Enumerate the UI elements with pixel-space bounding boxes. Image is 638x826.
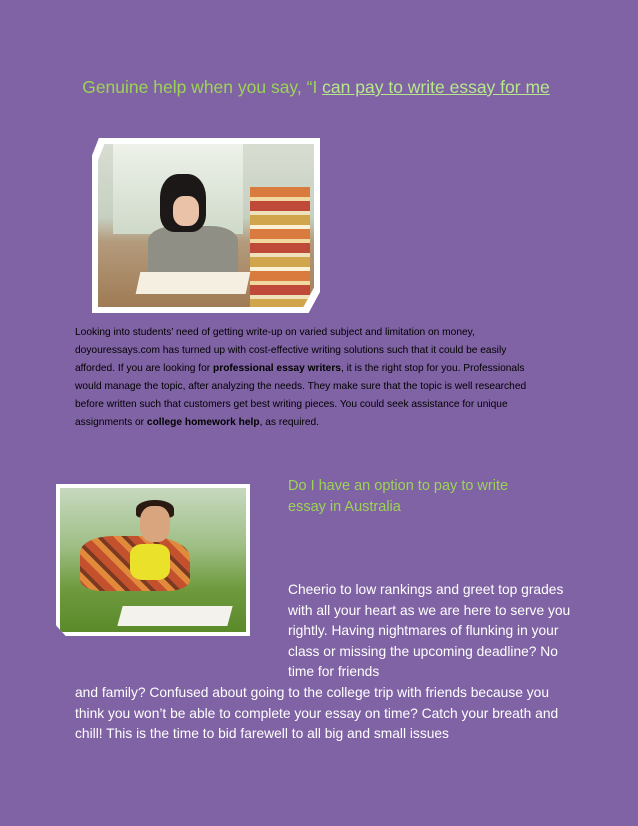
- section-paragraph-top: Cheerio to low rankings and greet top grades with all your heart as we are here to serve you rightly. Having nightmares of flunking in your class or missing the upcoming deadline? No time for friends: [288, 582, 571, 680]
- writing-paper: [117, 606, 232, 626]
- student-face: [173, 196, 199, 226]
- pay-to-write-essay-link[interactable]: can pay to write essay for me: [322, 77, 550, 97]
- professional-essay-writers-keyword: professional essay writers: [213, 363, 341, 374]
- student-tshirt: [130, 544, 170, 580]
- intro-text-3: , as required.: [259, 417, 320, 428]
- book-stack: [250, 187, 310, 307]
- student-body: [148, 226, 238, 276]
- page-heading: [76, 76, 556, 98]
- section-paragraph-bottom: and family? Confused about going to the college trip with friends because you think you won’t be able to complete your essay on time? Catch your breath and chill! This is the time to bid farewell to all big and small issues: [75, 685, 559, 742]
- student-on-grass-photo: [56, 484, 250, 636]
- student-studying-photo: [92, 138, 320, 313]
- intro-text-1: Looking into students’ need of getting write-up on varied subject and limitation on money, doyouressays.com has turned up with cost-effective writing solutions such that it could be easily afforded. If you are looking for: [75, 327, 507, 374]
- student-face: [140, 506, 170, 542]
- intro-text-2: , it is the right stop for you. Professionals would manage the topic, after analyzing the needs. They make sure that the topic is well researched before written such that customers get best writing pieces. You could seek assistance for unique assignments or: [75, 363, 527, 428]
- page-heading-lead: Genuine help when you say, “I: [82, 77, 323, 97]
- open-book: [136, 272, 251, 294]
- college-homework-help-keyword: college homework help: [146, 417, 260, 428]
- intro-paragraph: [75, 324, 545, 432]
- section-heading: Do I have an option to pay to write essay in Australia: [288, 478, 509, 515]
